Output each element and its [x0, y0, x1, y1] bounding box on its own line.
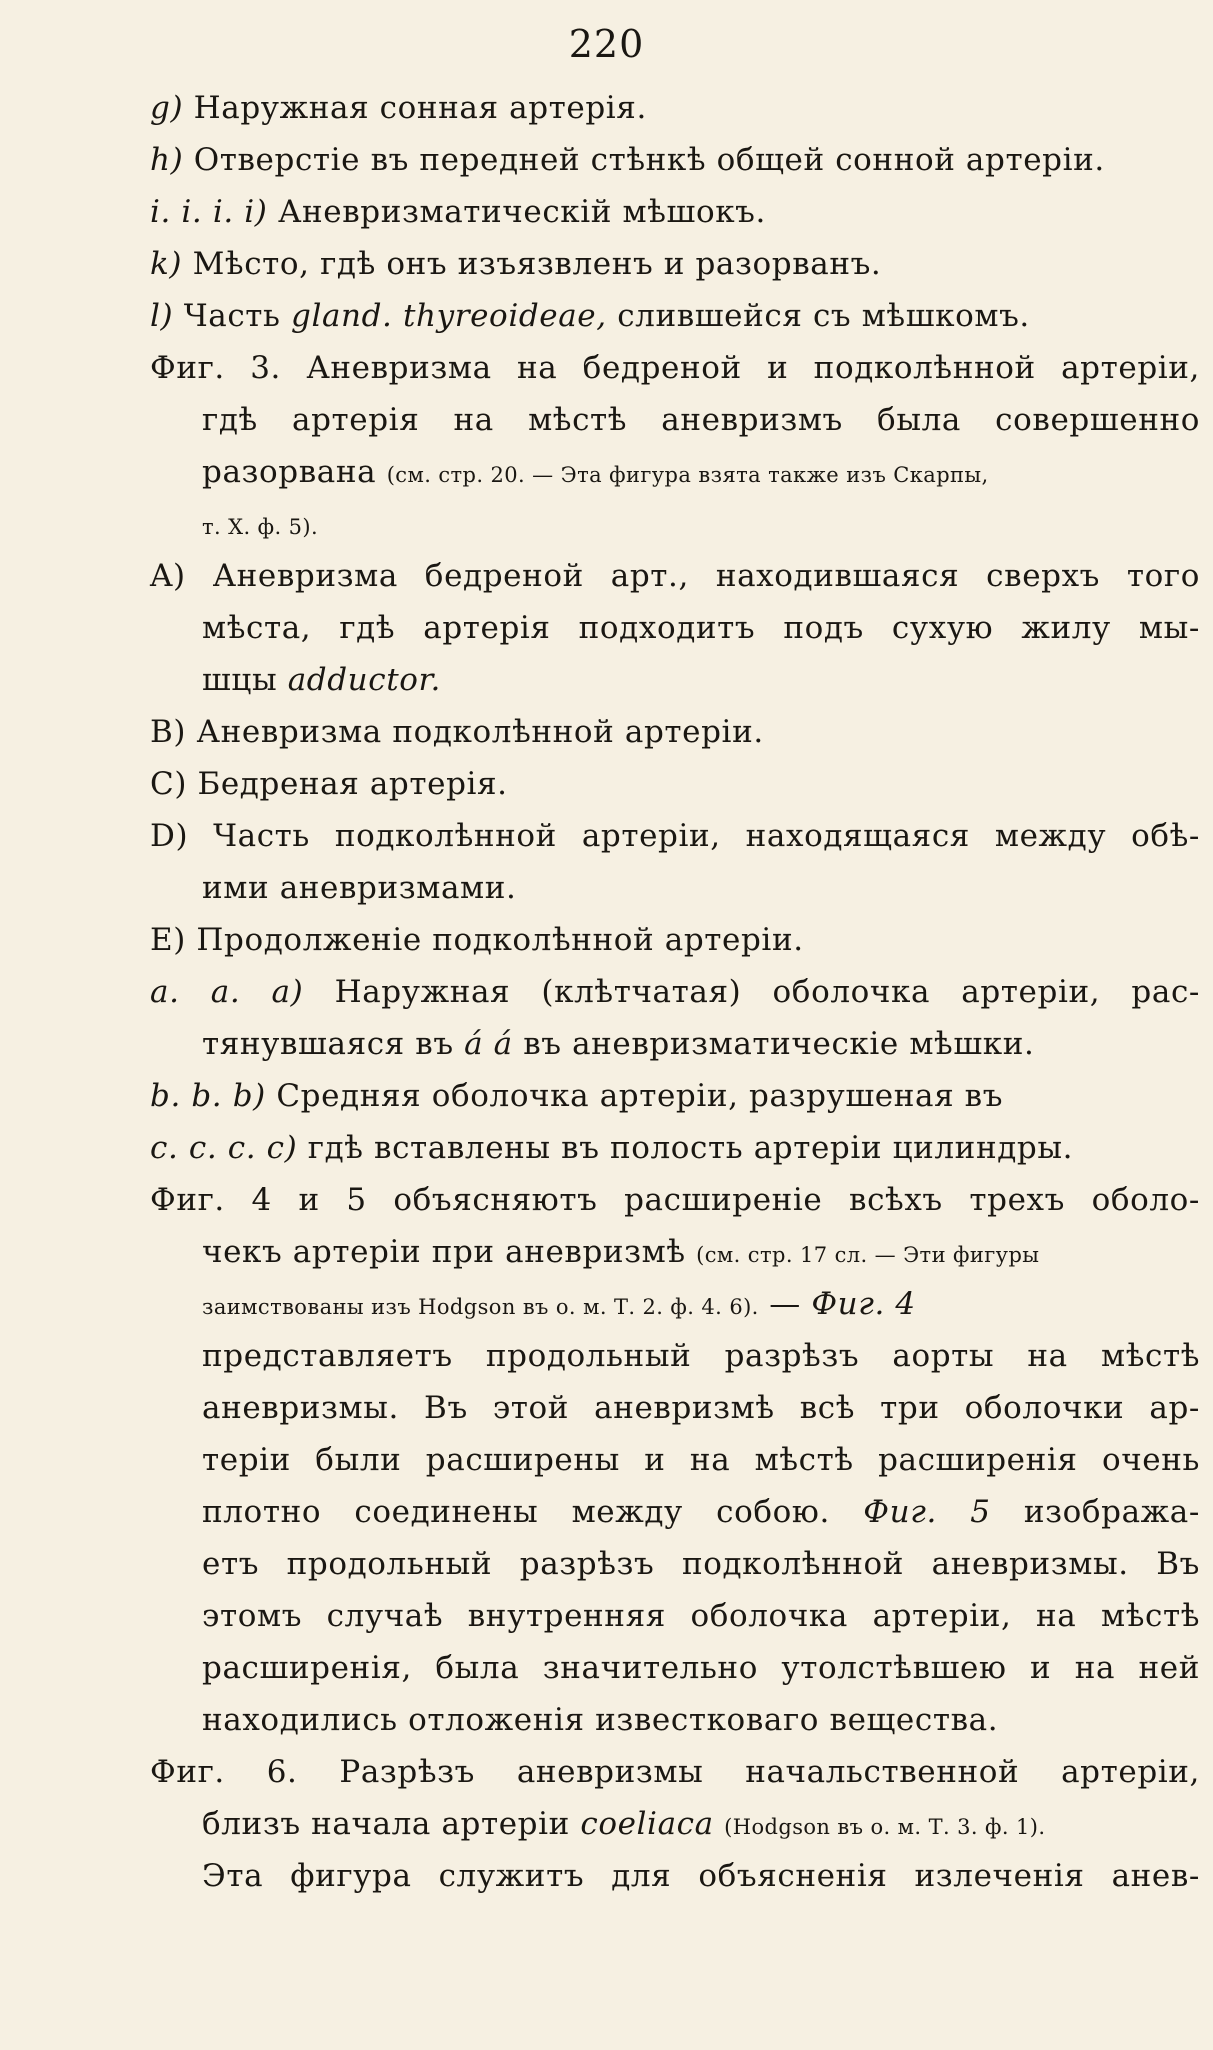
text-line	[150, 1694, 1200, 1746]
line-text: чекъ артеріи при аневризмѣ	[202, 1234, 686, 1270]
text-line	[150, 134, 1200, 186]
line-text: Аневризма бедреной арт., находившаяся сверхъ того	[212, 558, 1200, 594]
reference-note: заимствованы изъ Hodgson въ о. м. Т. 2. ф. 4. 6).	[202, 1295, 759, 1319]
text-line	[150, 1070, 1200, 1122]
text-line	[150, 238, 1200, 290]
line-text: етъ продольный разрѣзъ подколѣнной аневризмы. Въ	[202, 1546, 1200, 1582]
text-line	[150, 82, 1200, 134]
text-line	[150, 758, 1200, 810]
text-line	[150, 1434, 1200, 1486]
latin-term: adductor.	[287, 662, 441, 698]
text-line	[150, 342, 1200, 394]
item-label: B)	[150, 714, 187, 750]
line-text: плотно соединены между собою.	[202, 1494, 830, 1530]
text-line	[150, 1382, 1200, 1434]
line-text: Мѣсто, гдѣ онъ изъязвленъ и разорванъ.	[192, 246, 882, 282]
item-label: b. b. b)	[150, 1078, 266, 1114]
text-line	[150, 1174, 1200, 1226]
item-label: i. i. i. i)	[150, 194, 268, 230]
line-text: Аневризма подколѣнной артеріи.	[196, 714, 764, 750]
text-line	[150, 290, 1200, 342]
line-text: Бедреная артерія.	[197, 766, 508, 802]
line-text: Фиг. 6. Разрѣзъ аневризмы начальственной артеріи,	[150, 1754, 1200, 1790]
item-label: l)	[150, 298, 174, 334]
text-line	[150, 862, 1200, 914]
text-line	[150, 654, 1200, 706]
text-line	[150, 810, 1200, 862]
line-text: —	[769, 1286, 801, 1322]
latin-term: coeliaca	[580, 1806, 714, 1842]
reference-note: (см. стр. 17 сл. — Эти фигуры	[696, 1243, 1040, 1267]
line-text: Эта фигура служитъ для объясненія излеченія анев-	[202, 1858, 1200, 1894]
line-text: Продолженіе подколѣнной артеріи.	[196, 922, 804, 958]
item-label: C)	[150, 766, 188, 802]
item-label: E)	[150, 922, 186, 958]
text-line	[150, 1642, 1200, 1694]
line-text: мѣста, гдѣ артерія подходитъ подъ сухую жилу мы-	[202, 610, 1200, 646]
item-label: c. c. c. c)	[150, 1130, 298, 1166]
text-line	[150, 602, 1200, 654]
line-text: Часть	[183, 298, 281, 334]
line-text: гдѣ вставлены въ полость артеріи цилиндры.	[307, 1130, 1074, 1166]
reference-note: (Hodgson въ о. м. Т. 3. ф. 1).	[724, 1815, 1046, 1839]
line-text: представляетъ продольный разрѣзъ аорты на мѣстѣ	[202, 1338, 1200, 1374]
text-line	[150, 1538, 1200, 1590]
line-text: въ аневризматическіе мѣшки.	[523, 1026, 1035, 1062]
text-line	[150, 966, 1200, 1018]
text-line	[150, 1486, 1200, 1538]
text-line	[150, 1226, 1200, 1278]
line-text: тянувшаяся въ	[202, 1026, 454, 1062]
item-label: h)	[150, 142, 184, 178]
text-line	[150, 550, 1200, 602]
text-line	[150, 394, 1200, 446]
line-text: этомъ случаѣ внутренняя оболочка артеріи, на мѣстѣ	[202, 1598, 1200, 1634]
latin-term: gland. thyreoideae,	[291, 298, 607, 334]
reference-note: (см. стр. 20. — Эта фигура взята также изъ Скарпы,	[386, 463, 989, 487]
page-number: 220	[568, 22, 645, 66]
line-text: аневризмы. Въ этой аневризмѣ всѣ три оболочки ар-	[202, 1390, 1200, 1426]
text-line	[150, 1330, 1200, 1382]
line-text: Фиг. 4 и 5 объясняютъ расширеніе всѣхъ трехъ оболо-	[150, 1182, 1200, 1218]
line-text: шцы	[202, 662, 278, 698]
line-text: Фиг. 3. Аневризма на бедреной и подколѣнной артеріи,	[150, 350, 1200, 386]
item-label: A)	[150, 558, 186, 594]
text-line	[150, 914, 1200, 966]
line-text: ими аневризмами.	[202, 870, 517, 906]
line-text: слившейся съ мѣшкомъ.	[617, 298, 1030, 334]
line-text: Аневризматическій мѣшокъ.	[277, 194, 766, 230]
line-text: разорвана	[202, 454, 377, 490]
line-text: Наружная (клѣтчатая) оболочка артеріи, рас-	[334, 974, 1200, 1010]
text-line	[150, 446, 1200, 498]
item-label: g)	[150, 90, 184, 126]
item-label: a. a. a)	[150, 974, 304, 1010]
line-text: находились отложенія известковаго вещества.	[202, 1702, 999, 1738]
item-label: D)	[150, 818, 189, 854]
item-label: k)	[150, 246, 183, 282]
text-line	[150, 1590, 1200, 1642]
text-line	[150, 498, 1200, 550]
line-text: Средняя оболочка артеріи, разрушеная въ	[276, 1078, 1004, 1114]
text-line	[150, 1798, 1200, 1850]
text-line	[150, 1278, 1200, 1330]
figure-ref: Фиг. 4	[811, 1286, 916, 1322]
line-text: Наружная сонная артерія.	[193, 90, 647, 126]
text-line	[150, 1018, 1200, 1070]
line-text: Отверстіе въ передней стѣнкѣ общей сонной артеріи.	[193, 142, 1105, 178]
line-text: Часть подколѣнной артеріи, находящаяся между обѣ-	[213, 818, 1200, 854]
text-line	[150, 186, 1200, 238]
reference-note: т. X. ф. 5).	[202, 515, 319, 539]
line-text: близъ начала артеріи	[202, 1806, 570, 1842]
italic-mark: á á	[464, 1026, 513, 1062]
text-line	[150, 706, 1200, 758]
text-line	[150, 1122, 1200, 1174]
figure-ref: Фиг. 5	[863, 1494, 991, 1530]
text-body	[150, 82, 1200, 1902]
line-text: теріи были расширены и на мѣстѣ расширенія очень	[202, 1442, 1200, 1478]
line-text: изобража-	[1023, 1494, 1200, 1530]
line-text: гдѣ артерія на мѣстѣ аневризмъ была совершенно	[202, 402, 1200, 438]
text-line	[150, 1850, 1200, 1902]
text-line	[150, 1746, 1200, 1798]
line-text: расширенія, была значительно утолстѣвшею и на ней	[202, 1650, 1200, 1686]
